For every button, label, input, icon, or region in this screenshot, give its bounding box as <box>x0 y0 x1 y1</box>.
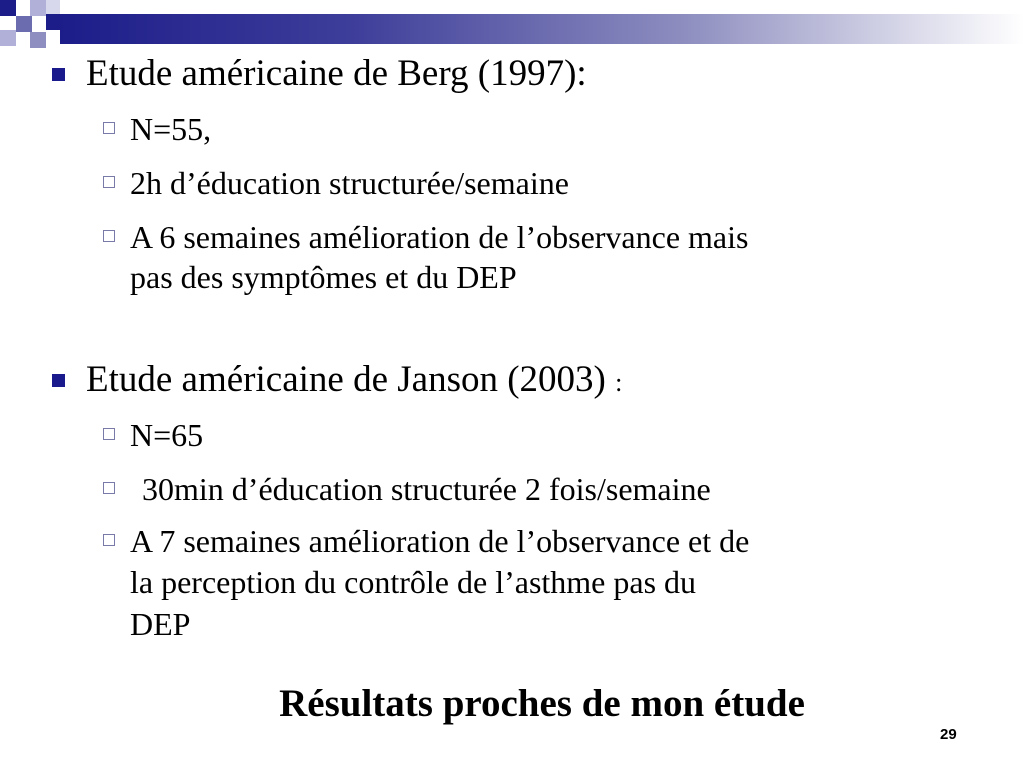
checkbox-bullet-icon <box>103 176 115 188</box>
checkbox-bullet-icon <box>103 482 115 494</box>
study-1-title: Etude américaine de Berg (1997): <box>86 53 587 94</box>
study-2-point-continued: DEP <box>130 606 191 642</box>
header-square-2 <box>16 16 32 32</box>
conclusion-text: Résultats proches de mon étude <box>279 682 805 725</box>
checkbox-bullet-icon <box>103 230 115 242</box>
checkbox-bullet-icon <box>103 428 115 440</box>
header-square-4 <box>46 14 62 30</box>
header-square-5 <box>0 30 16 46</box>
header-square-3 <box>30 0 46 16</box>
study-2-point: 30min d’éducation structurée 2 fois/semaine <box>142 471 711 507</box>
study-2-point-continued: la perception du contrôle de l’asthme pas du <box>130 564 697 600</box>
study-2-title-colon: : <box>615 368 623 397</box>
header-gradient-bar <box>60 14 1024 44</box>
header-square-7 <box>46 0 60 14</box>
study-2-title-text: Etude américaine de Janson (2003) <box>86 359 616 400</box>
page-number: 29 <box>940 726 957 743</box>
study-2-title <box>86 360 622 403</box>
bullet-icon <box>52 68 65 81</box>
study-1-point: N=55, <box>130 111 212 147</box>
header-square-1 <box>0 0 16 16</box>
bullet-icon <box>52 374 65 387</box>
study-1-point: 2h d’éducation structurée/semaine <box>130 165 569 201</box>
study-1-point-continued: pas des symptômes et du DEP <box>130 259 517 295</box>
study-2-point: A 7 semaines amélioration de l’observance et de <box>130 523 750 559</box>
checkbox-bullet-icon <box>103 534 115 546</box>
study-2-point: N=65 <box>130 417 204 453</box>
checkbox-bullet-icon <box>103 122 115 134</box>
header-square-6 <box>30 32 46 48</box>
study-1-point: A 6 semaines amélioration de l’observance mais <box>130 219 749 255</box>
